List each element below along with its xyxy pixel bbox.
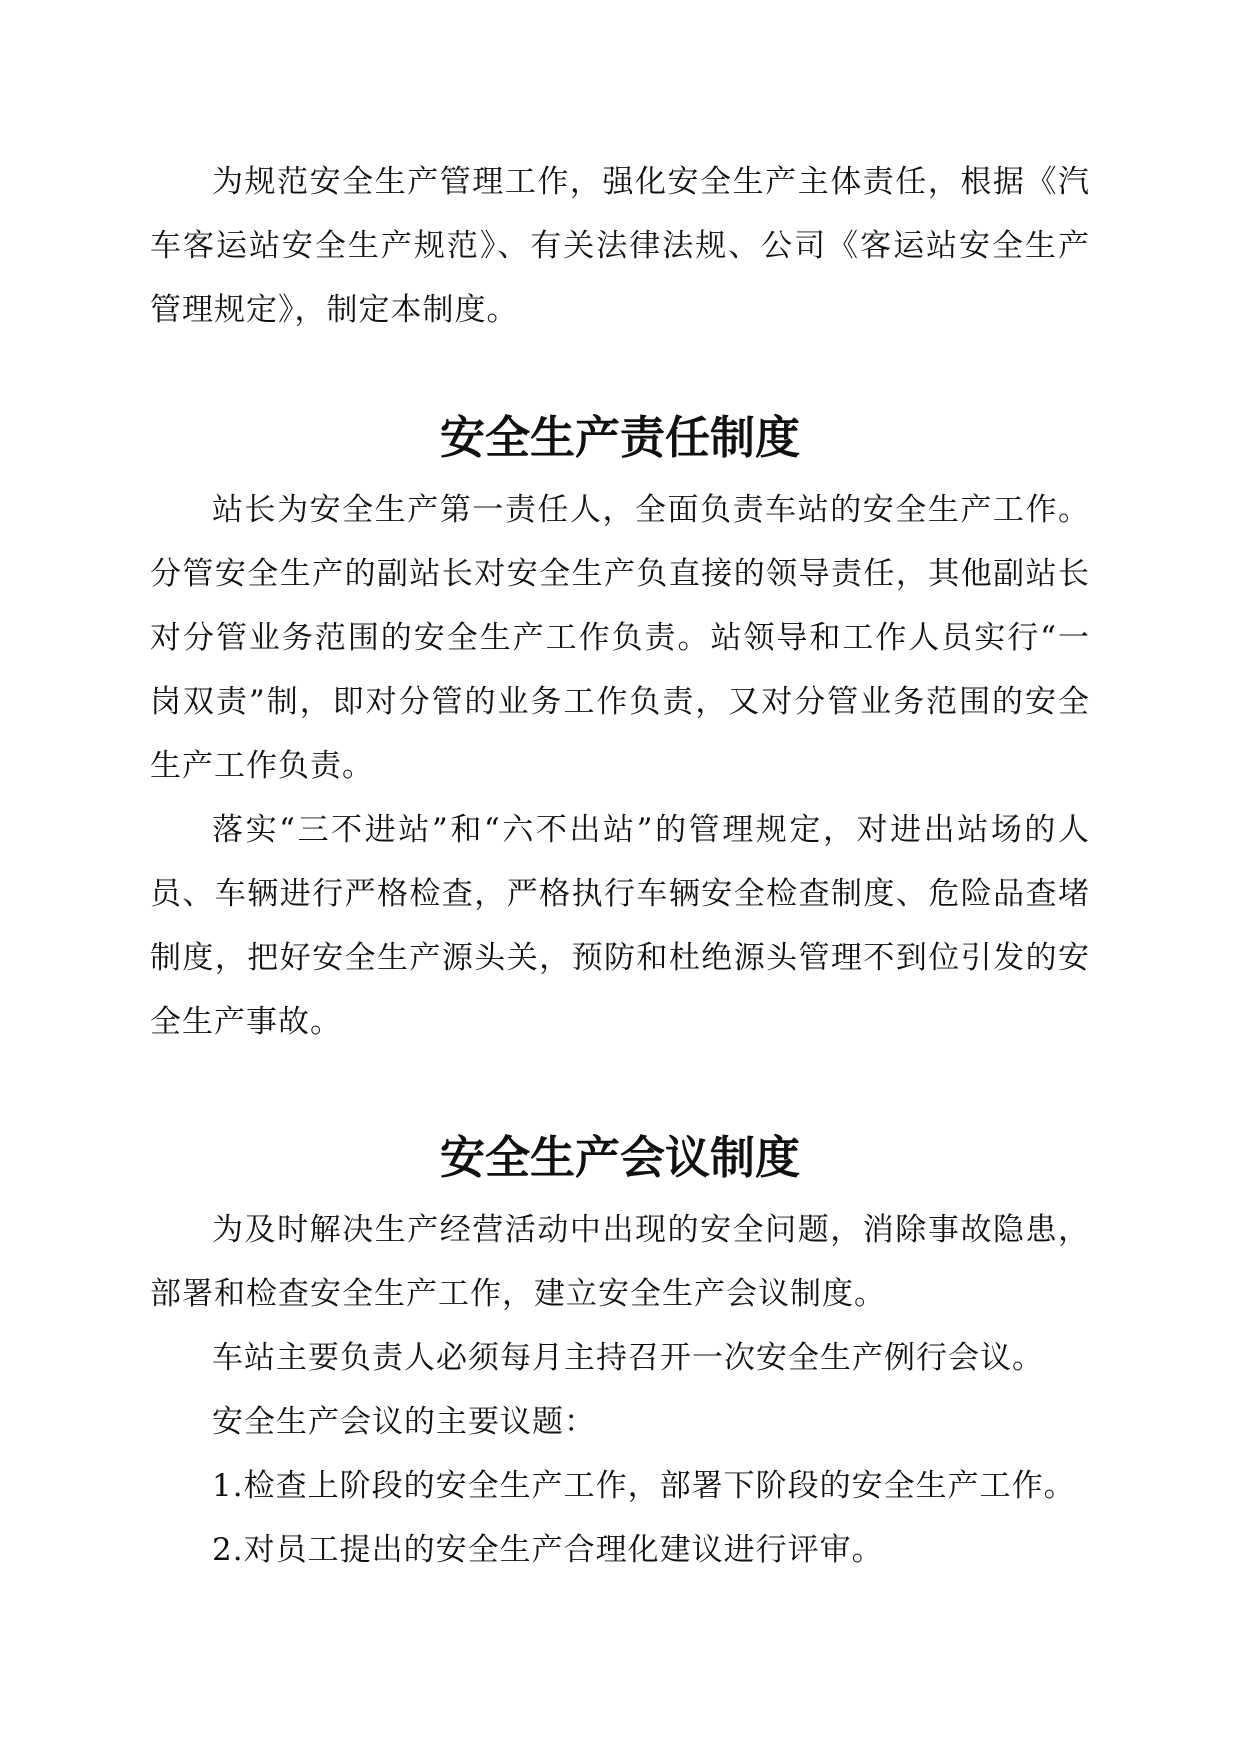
responsibility-paragraph-1: 站长为安全生产第一责任人，全面负责车站的安全生产工作。分管安全生产的副站长对安全生产负直接的领导责任，其他副站长对分管业务范围的安全生产工作负责。站领导和工作人员实行“一岗双责”制，即对分管的业务工作负责，又对分管业务范围的安全生产工作负责。 xyxy=(150,492,1090,784)
section-title-meeting: 安全生产会议制度 xyxy=(439,1131,800,1184)
meeting-paragraph-2: 车站主要负责人必须每月主持召开一次安全生产例行会议。 xyxy=(212,1340,1044,1376)
responsibility-paragraph-2: 落实“三不进站”和“六不出站”的管理规定，对进出站场的人员、车辆进行严格检查，严格执行车辆安全检查制度、危险品查堵制度，把好安全生产源头关，预防和杜绝源头管理不到位引发的安全生产事故。 xyxy=(150,812,1090,1040)
document-page xyxy=(150,150,1090,1582)
meeting-paragraph-3: 安全生产会议的主要议题： xyxy=(212,1404,596,1440)
meeting-paragraph-1: 为及时解决生产经营活动中出现的安全问题，消除事故隐患，部署和检查安全生产工作，建立安全生产会议制度。 xyxy=(150,1212,1090,1312)
intro-paragraph: 为规范安全生产管理工作，强化安全生产主体责任，根据《汽车客运站安全生产规范》、有关法律法规、公司《客运站安全生产管理规定》，制定本制度。 xyxy=(150,164,1090,328)
section-title-responsibility: 安全生产责任制度 xyxy=(439,411,800,464)
meeting-list-item-1: 1.检查上阶段的安全生产工作，部署下阶段的安全生产工作。 xyxy=(212,1468,1076,1504)
meeting-list-item-2: 2.对员工提出的安全生产合理化建议进行评审。 xyxy=(212,1532,884,1568)
